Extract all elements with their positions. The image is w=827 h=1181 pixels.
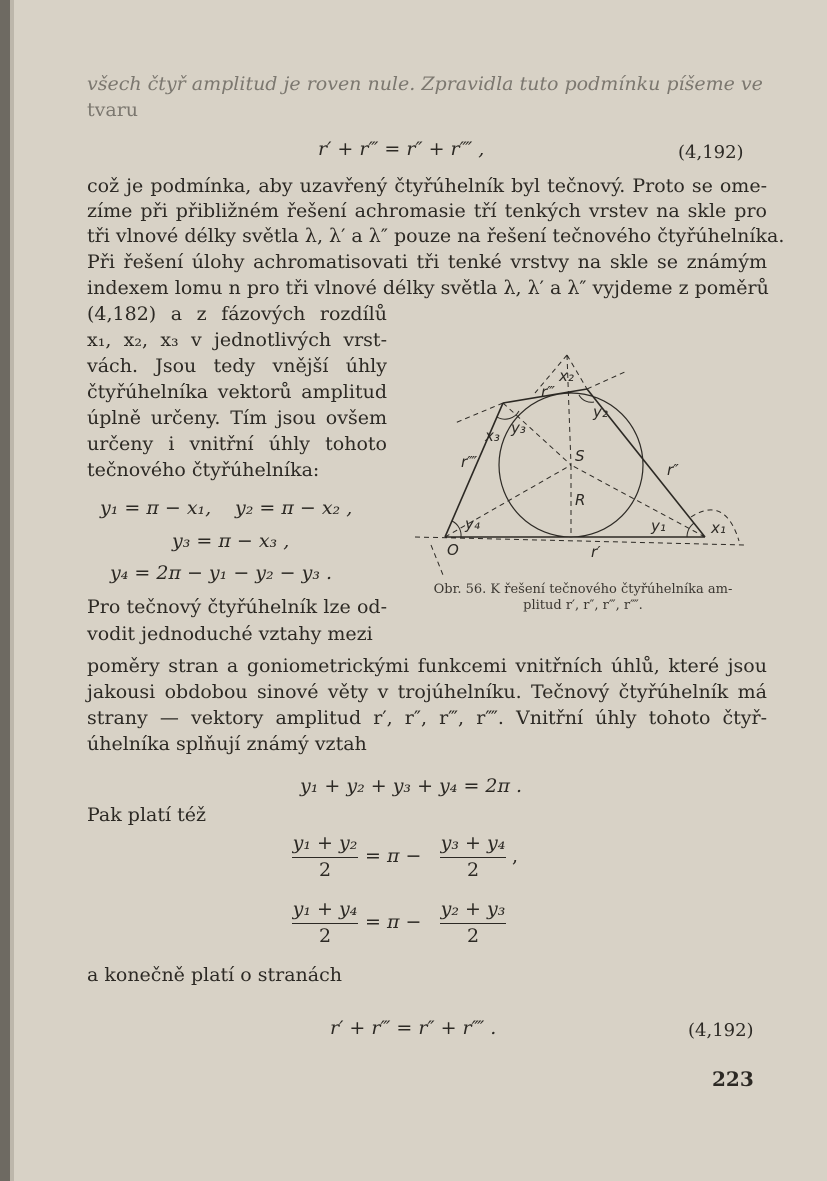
text-line: což je podmínka, aby uzavřený čtyřúhelník byl tečnový. Proto se ome-: [87, 175, 767, 197]
text-line: vodit jednoduché vztahy mezi: [87, 623, 373, 645]
label-S: S: [575, 447, 585, 465]
text-line: Při řešení úlohy achromatisovati tři tenké vrstvy na skle se známým: [87, 251, 767, 273]
text-line: Pak platí též: [87, 804, 207, 826]
fraction-numerator: y₁ + y₄: [292, 898, 358, 920]
equation-y1: y₁ = π − x₁,: [100, 497, 212, 519]
caption-line: Obr. 56. K řešení tečnového čtyřúhelníka am-: [433, 582, 733, 597]
label-r-triple-prime: r‴: [541, 383, 555, 401]
caption-line: plitud r′, r″, r‴, r⁗.: [523, 598, 643, 613]
text-line: a konečně platí o stranách: [87, 964, 342, 986]
equation-number: (4,192): [688, 1020, 754, 1041]
label-y4: y₄: [465, 515, 480, 533]
bisector-line: [571, 465, 705, 537]
fraction-numerator: y₂ + y₃: [440, 898, 506, 920]
label-x2: x₂: [559, 367, 574, 385]
fraction-numerator: y₃ + y₄: [440, 832, 506, 854]
text-line: tečnového čtyřúhelníka:: [87, 459, 320, 481]
bisector-line: [445, 465, 571, 537]
figure-caption: [408, 582, 758, 614]
label-x1: x₁: [711, 519, 726, 537]
fraction-numerator: y₁ + y₂: [292, 832, 358, 854]
label-x3: x₃: [485, 427, 500, 445]
fraction-equation-2: [290, 898, 550, 950]
fraction-denominator: 2: [466, 925, 480, 947]
extension-line: [415, 537, 745, 545]
page-edge: [10, 0, 14, 1181]
equation-y3: y₃ = π − x₃ ,: [172, 530, 290, 552]
page-edge-shadow: [0, 0, 10, 1181]
angle-arc-y3: [497, 411, 519, 419]
text-line: (4,182) a z fázových rozdílů: [87, 303, 387, 325]
fraction-operator: = π −: [365, 911, 422, 933]
text-line: zíme při přibližném řešení achromasie tří tenkých vrstev na skle pro: [87, 200, 767, 222]
text-line: určeny i vnitřní úhly tohoto: [87, 433, 387, 455]
fraction-bar: [292, 857, 358, 858]
equation-4-192-repeat: r′ + r‴ = r″ + r⁗ .: [330, 1017, 497, 1039]
label-r-prime: r′: [591, 543, 601, 561]
fraction-denominator: 2: [466, 859, 480, 881]
text-line: úplně určeny. Tím jsou ovšem: [87, 407, 387, 429]
text-line: tvaru: [87, 99, 139, 121]
text-line: tři vlnové délky světla λ, λ′ a λ″ pouze na řešení tečnového čtyřúhelníka.: [87, 225, 785, 247]
fraction-bar: [440, 923, 506, 924]
equation-y2: y₂ = π − x₂ ,: [235, 497, 353, 519]
label-y1: y₁: [651, 517, 666, 535]
text-line: vách. Jsou tedy vnější úhly: [87, 355, 387, 377]
fraction-bar: [440, 857, 506, 858]
text-line: x₁, x₂, x₃ v jednotlivých vrst-: [87, 329, 387, 351]
fraction-denominator: 2: [318, 859, 332, 881]
angle-arc-y4: [452, 521, 461, 537]
text-line: Pro tečnový čtyřúhelník lze od-: [87, 596, 387, 618]
fraction-denominator: 2: [318, 925, 332, 947]
text-line: čtyřúhelníka vektorů amplitud: [87, 381, 387, 403]
label-O: O: [447, 541, 459, 559]
label-r-quadruple-prime: r⁗: [461, 453, 478, 471]
fraction-operator: = π −: [365, 845, 422, 867]
figure-56-tangential-quadrilateral: [395, 345, 755, 575]
text-line: úhelníka splňují známý vztah: [87, 733, 367, 755]
text-line: poměry stran a goniometrickými funkcemi vnitřních úhlů, které jsou: [87, 655, 767, 677]
label-y2: y₂: [593, 403, 608, 421]
label-y3: y₃: [511, 419, 526, 437]
fraction-bar: [292, 923, 358, 924]
page-number: 223: [712, 1067, 754, 1091]
equation-angle-sum: y₁ + y₂ + y₃ + y₄ = 2π .: [300, 775, 523, 797]
equation-y4: y₄ = 2π − y₁ − y₂ − y₃ .: [110, 562, 333, 584]
text-line: všech čtyř amplitud je roven nule. Zpravidla tuto podmínku píšeme ve: [87, 73, 763, 95]
equation-4-192: r′ + r‴ = r″ + r⁗ ,: [318, 138, 485, 160]
equation-number: (4,192): [678, 142, 744, 163]
fraction-comma: ,: [512, 845, 519, 867]
label-r-double-prime: r″: [667, 461, 679, 479]
label-R: R: [575, 491, 586, 509]
text-line: indexem lomu n pro tři vlnové délky světla λ, λ′ a λ″ vyjdeme z poměrů: [87, 277, 769, 299]
extension-line: [431, 545, 443, 575]
text-line: jakousi obdobou sinové věty v trojúhelníku. Tečnový čtyřúhelník má: [87, 681, 767, 703]
fraction-equation-1: [290, 832, 550, 884]
extension-line: [587, 371, 627, 389]
text-line: strany — vektory amplitud r′, r″, r‴, r⁗. Vnitřní úhly tohoto čtyř-: [87, 707, 767, 729]
